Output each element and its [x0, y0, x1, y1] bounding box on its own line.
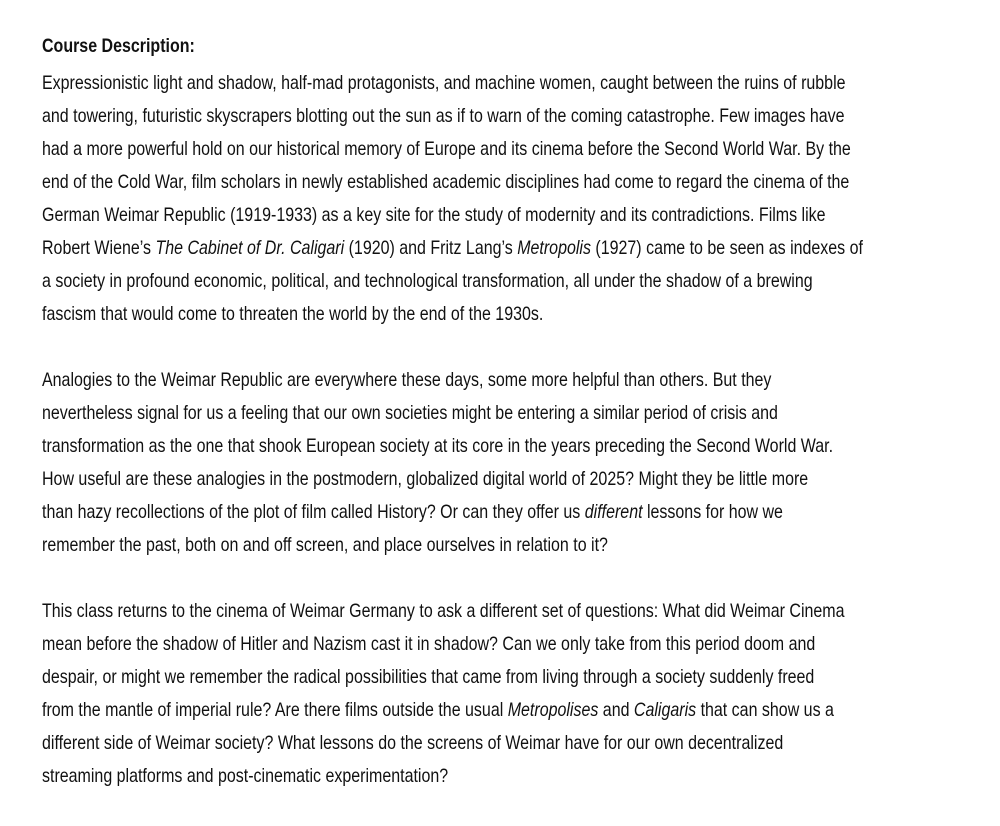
text-segment: (1920) and Fritz Lang’s: [344, 237, 518, 259]
text-line: [42, 100, 863, 133]
italic-title: Metropolises: [507, 699, 599, 721]
italic-title: The Cabinet of Dr. Caligari: [155, 237, 345, 259]
text-segment: fascism that would come to threaten the world by the end of the 1930s.: [42, 303, 544, 325]
text-line: [42, 463, 863, 496]
text-segment: than hazy recollections of the plot of film called History? Or can they offer us: [42, 501, 585, 523]
text-line: [42, 265, 863, 298]
text-segment: from the mantle of imperial rule? Are there films outside the usual: [42, 699, 508, 721]
text-line: [42, 430, 863, 463]
text-line: [42, 529, 863, 562]
text-segment: different side of Weimar society? What lessons do the screens of Weimar have for our own decentralized: [42, 732, 784, 754]
paragraph: [42, 595, 1000, 793]
text-segment: streaming platforms and post-cinematic experimentation?: [42, 765, 449, 787]
text-segment: mean before the shadow of Hitler and Nazism cast it in shadow? Can we only take from this period doom and: [42, 633, 816, 655]
italic-title: Caligaris: [633, 699, 697, 721]
text-segment: end of the Cold War, film scholars in newly established academic disciplines had come to regard the cinema of the: [42, 171, 850, 193]
text-segment: Analogies to the Weimar Republic are everywhere these days, some more helpful than others. But they: [42, 369, 772, 391]
text-segment: nevertheless signal for us a feeling that our own societies might be entering a similar period of crisis and: [42, 402, 778, 424]
description-body: [42, 67, 1000, 793]
text-line: [42, 694, 863, 727]
text-line: [42, 166, 863, 199]
text-segment: (1927) came to be seen as indexes of: [590, 237, 863, 259]
italic-title: different: [584, 501, 643, 523]
text-line: [42, 133, 863, 166]
text-segment: despair, or might we remember the radical possibilities that came from living through a society suddenly freed: [42, 666, 815, 688]
text-line: [42, 727, 863, 760]
text-line: [42, 397, 863, 430]
course-description: [42, 33, 1000, 826]
text-segment: and: [598, 699, 634, 721]
text-segment: Expressionistic light and shadow, half-mad protagonists, and machine women, caught between the ruins of rubble: [42, 72, 846, 94]
text-line: [42, 364, 863, 397]
text-segment: lessons for how we: [642, 501, 783, 523]
text-segment: a society in profound economic, political, and technological transformation, all under the shadow of a brewing: [42, 270, 813, 292]
text-line: [42, 628, 863, 661]
text-segment: transformation as the one that shook European society at its core in the years preceding the Second World War.: [42, 435, 834, 457]
text-line: [42, 760, 863, 793]
text-segment: How useful are these analogies in the postmodern, globalized digital world of 2025? Might they be little more: [42, 468, 809, 490]
text-line: [42, 298, 863, 331]
text-line: [42, 595, 863, 628]
text-line: [42, 496, 863, 529]
text-segment: that can show us a: [696, 699, 834, 721]
italic-title: Metropolis: [517, 237, 591, 259]
text-segment: German Weimar Republic (1919-1933) as a key site for the study of modernity and its contradictions. Films like: [42, 204, 826, 226]
text-segment: and towering, futuristic skyscrapers blotting out the sun as if to warn of the coming catastrophe. Few images have: [42, 105, 845, 127]
text-segment: Robert Wiene’s: [42, 237, 156, 259]
text-line: [42, 67, 863, 100]
text-segment: remember the past, both on and off screen, and place ourselves in relation to it?: [42, 534, 608, 556]
text-line: [42, 199, 863, 232]
text-line: [42, 232, 863, 265]
text-line: [42, 661, 863, 694]
text-segment: had a more powerful hold on our historical memory of Europe and its cinema before the Second World War. By the: [42, 138, 851, 160]
paragraph: [42, 67, 1000, 331]
text-segment: This class returns to the cinema of Weimar Germany to ask a different set of questions: What did Weimar Cinema: [42, 600, 845, 622]
section-heading: Course Description:: [42, 35, 195, 57]
paragraph: [42, 364, 1000, 562]
